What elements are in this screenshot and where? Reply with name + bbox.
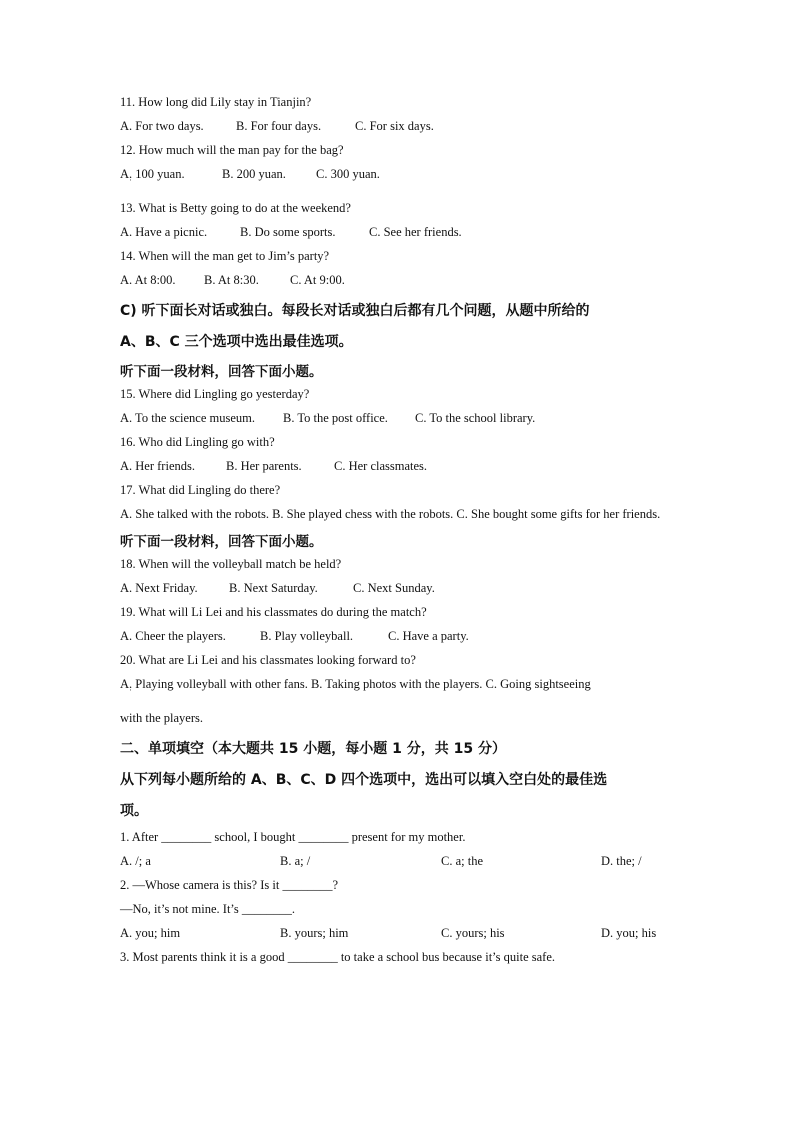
option-a: A. To the science museum. [120, 411, 255, 425]
question-19-options [120, 628, 680, 652]
question-15: 15. Where did Lingling go yesterday? [120, 387, 310, 401]
question-20: 20. What are Li Lei and his classmates looking forward to? [120, 653, 416, 667]
option-a: A. Her friends. [120, 459, 195, 473]
blank-question-2-options [120, 925, 680, 949]
blank-question-1: 1. After ________ school, I bought ________ present for my mother. [120, 830, 466, 844]
option-c: C. For six days. [355, 119, 434, 133]
option-a: A. you; him [120, 926, 181, 940]
question-17: 17. What did Lingling do there? [120, 483, 281, 497]
option-b: B. For four days. [236, 119, 322, 133]
question-16: 16. Who did Lingling go with? [120, 435, 275, 449]
option-c: C. Next Sunday. [353, 581, 435, 595]
question-18-options [120, 580, 680, 604]
option-c: C. See her friends. [369, 225, 462, 239]
question-20-options-cont: with the players. [120, 711, 203, 725]
question-18: 18. When will the volleyball match be held? [120, 557, 342, 571]
question-11-options [120, 118, 680, 142]
blank-question-2: 2. —Whose camera is this? Is it ________? [120, 878, 339, 892]
stray-dot [120, 182, 680, 200]
question-11: 11. How long did Lily stay in Tianjin? [120, 95, 312, 109]
section-2-heading: 二、单项填空（本大题共 15 小题，每小题 1 分，共 15 分） [120, 741, 506, 757]
question-14: 14. When will the man get to Jim’s party? [120, 249, 330, 263]
option-a: A. 100 yuan. [120, 167, 185, 181]
stray-dot [120, 692, 680, 710]
section-2-instruction-cont: 项。 [120, 803, 148, 819]
blank-question-2-reply: —No, it’s not mine. It’s ________. [120, 902, 295, 916]
option-a: A. For two days. [120, 119, 204, 133]
option-d: D. you; his [600, 926, 657, 940]
question-13: 13. What is Betty going to do at the weekend? [120, 201, 351, 215]
option-b: B. Her parents. [226, 459, 302, 473]
question-17-options: A. She talked with the robots. B. She played chess with the robots. C. She bought some gifts for her friends. [120, 507, 661, 521]
section-2-instruction: 从下列每小题所给的 A、B、C、D 四个选项中，选出可以填入空白处的最佳选 [120, 772, 608, 788]
option-c: C. Have a party. [388, 629, 469, 643]
option-c: C. At 9:00. [290, 273, 345, 287]
question-12-options [120, 166, 680, 182]
question-19: 19. What will Li Lei and his classmates do during the match? [120, 605, 427, 619]
section-c-heading-cont: A、B、C 三个选项中选出最佳选项。 [120, 334, 353, 350]
option-a: A. /; a [120, 854, 151, 868]
blank-question-3: 3. Most parents think it is a good ________ to take a school bus because it’s quite safe. [120, 950, 555, 964]
option-a: A. Have a picnic. [120, 225, 208, 239]
option-a: A. Next Friday. [120, 581, 198, 595]
page-content [120, 94, 680, 973]
option-a: A. At 8:00. [120, 273, 176, 287]
option-c: C. a; the [440, 854, 483, 868]
option-c: C. To the school library. [415, 411, 536, 425]
option-b: B. yours; him [280, 926, 349, 940]
option-d: D. the; / [600, 854, 642, 868]
option-b: B. At 8:30. [204, 273, 259, 287]
option-c: C. Her classmates. [334, 459, 428, 473]
option-b: B. Play volleyball. [260, 629, 354, 643]
question-16-options [120, 458, 680, 482]
option-b: B. Next Saturday. [229, 581, 318, 595]
option-c: C. 300 yuan. [316, 167, 380, 181]
question-12: 12. How much will the man pay for the bag? [120, 143, 344, 157]
question-13-options [120, 224, 680, 248]
blank-question-1-options [120, 853, 680, 877]
option-b: B. To the post office. [283, 411, 388, 425]
section-c-heading: C) 听下面长对话或独白。每段长对话或独白后都有几个问题，从题中所给的 [120, 303, 590, 319]
option-b: B. 200 yuan. [222, 167, 286, 181]
question-14-options [120, 272, 680, 296]
question-20-options: A. Playing volleyball with other fans. B. Taking photos with the players. C. Going sightseeing [120, 677, 591, 691]
option-b: B. Do some sports. [240, 225, 336, 239]
option-c: C. yours; his [440, 926, 505, 940]
material-prompt: 听下面一段材料，回答下面小题。 [120, 364, 323, 380]
option-b: B. a; / [280, 854, 311, 868]
material-prompt: 听下面一段材料，回答下面小题。 [120, 534, 323, 550]
option-a: A. Cheer the players. [120, 629, 226, 643]
question-15-options [120, 410, 680, 434]
